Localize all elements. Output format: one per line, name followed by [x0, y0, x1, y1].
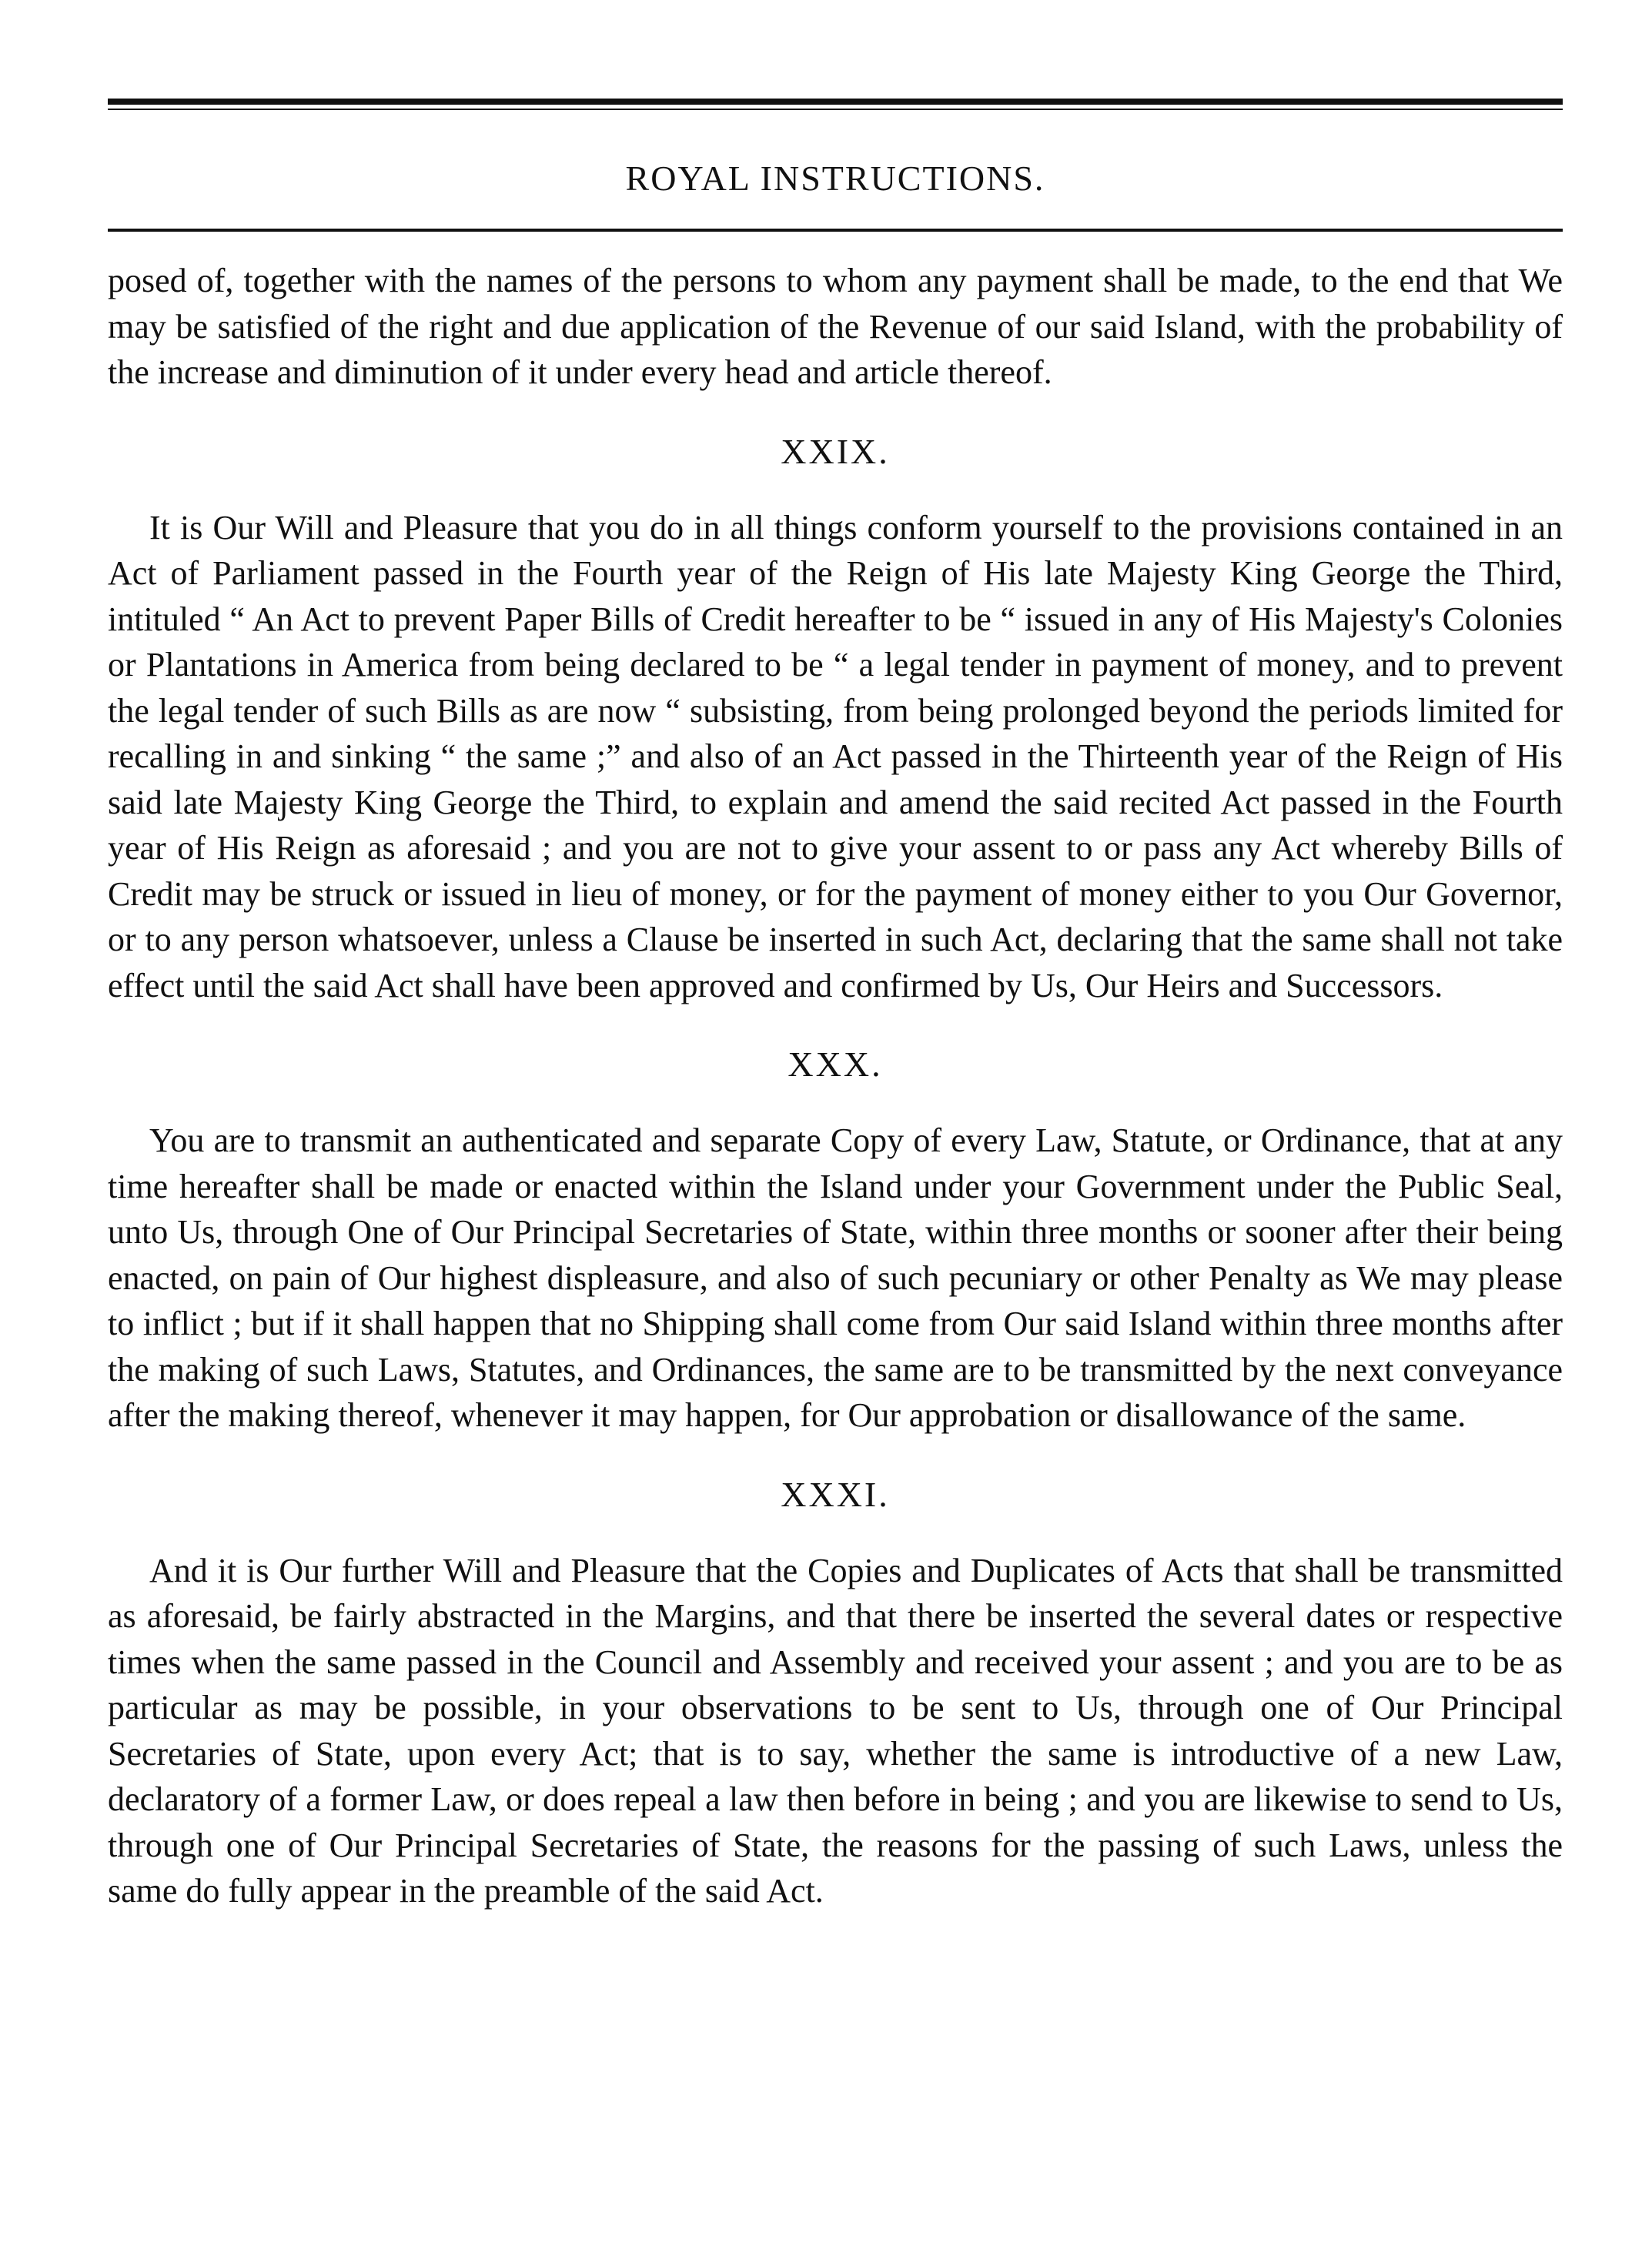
intro-paragraph: posed of, together with the names of the persons to whom any payment shall be made, to the end that We may be satisfied of the right and due application of the Revenue of our said Island, with the probability of the increase and diminution of it under every head and article thereof. [108, 262, 1563, 391]
section-text-xxix: It is Our Will and Pleasure that you do in all things conform yourself to the provisions contained in an Act of Parliament passed in the Fourth year of the Reign of His late Majesty King George the Third, intituled “ An Act to prevent Paper Bills of Credit hereafter to be “ issued in any of His Majesty's Colonies or Plantations in America from being declared to be “ a legal tender in payment of money, and to prevent the legal tender of such Bills as are now “ subsisting, from being prolonged beyond the periods limited for recalling in and sinking “ the same ;” and also of an Act passed in the Thirteenth year of the Reign of His said late Majesty King George the Third, to explain and amend the said recited Act passed in the Fourth year of His Reign as aforesaid ; and you are not to give your assent to or pass any Act whereby Bills of Credit may be struck or issued in lieu of money, or for the payment of money either to you Our Governor, or to any person whatsoever, unless a Clause be inserted in such Act, declaring that the same shall not take effect until the said Act shall have been approved and confirmed by Us, Our Heirs and Successors. [108, 508, 1563, 1004]
section-heading-xxix: XXIX. [781, 431, 890, 471]
section-text-xxxi: And it is Our further Will and Pleasure that the Copies and Duplicates of Acts that shall be transmitted as aforesaid, be fairly abstracted in the Margins, and that there be inserted the several dates or respective times when the same passed in the Council and Assembly and received your assent ; and you are to be as particular as may be possible, in your observations to be sent to Us, through one of Our Principal Secretaries of State, upon every Act; that is to say, whether the same is introductive of a new Law, declaratory of a former Law, or does repeal a law then before in being ; and you are likewise to send to Us, through one of Our Principal Secretaries of State, the reasons for the passing of such Laws, unless the same do fully appear in the preamble of the said Act. [108, 1551, 1563, 1910]
section-heading-xxx: XXX. [788, 1044, 883, 1084]
document-page [108, 99, 1563, 1914]
top-thin-rule [108, 109, 1563, 110]
top-thick-rule [108, 99, 1563, 105]
section-text-xxx: You are to transmit an authenticated and separate Copy of every Law, Statute, or Ordinance, that at any time hereafter shall be made or enacted within the Island under your Government under the Public Seal, unto Us, through One of Our Principal Secretaries of State, within three months or sooner after their being enacted, on pain of Our highest displeasure, and also of such pecuniary or other Penalty as We may please to inflict ; but if it shall happen that no Shipping shall come from Our said Island within three months after the making of such Laws, Statutes, and Ordinances, the same are to be transmitted by the next conveyance after the making thereof, whenever it may happen, for Our approbation or disallowance of the same. [108, 1121, 1563, 1434]
running-head: ROYAL INSTRUCTIONS. [625, 159, 1045, 198]
section-heading-xxxi: XXXI. [781, 1474, 890, 1514]
header-rule [108, 229, 1563, 232]
